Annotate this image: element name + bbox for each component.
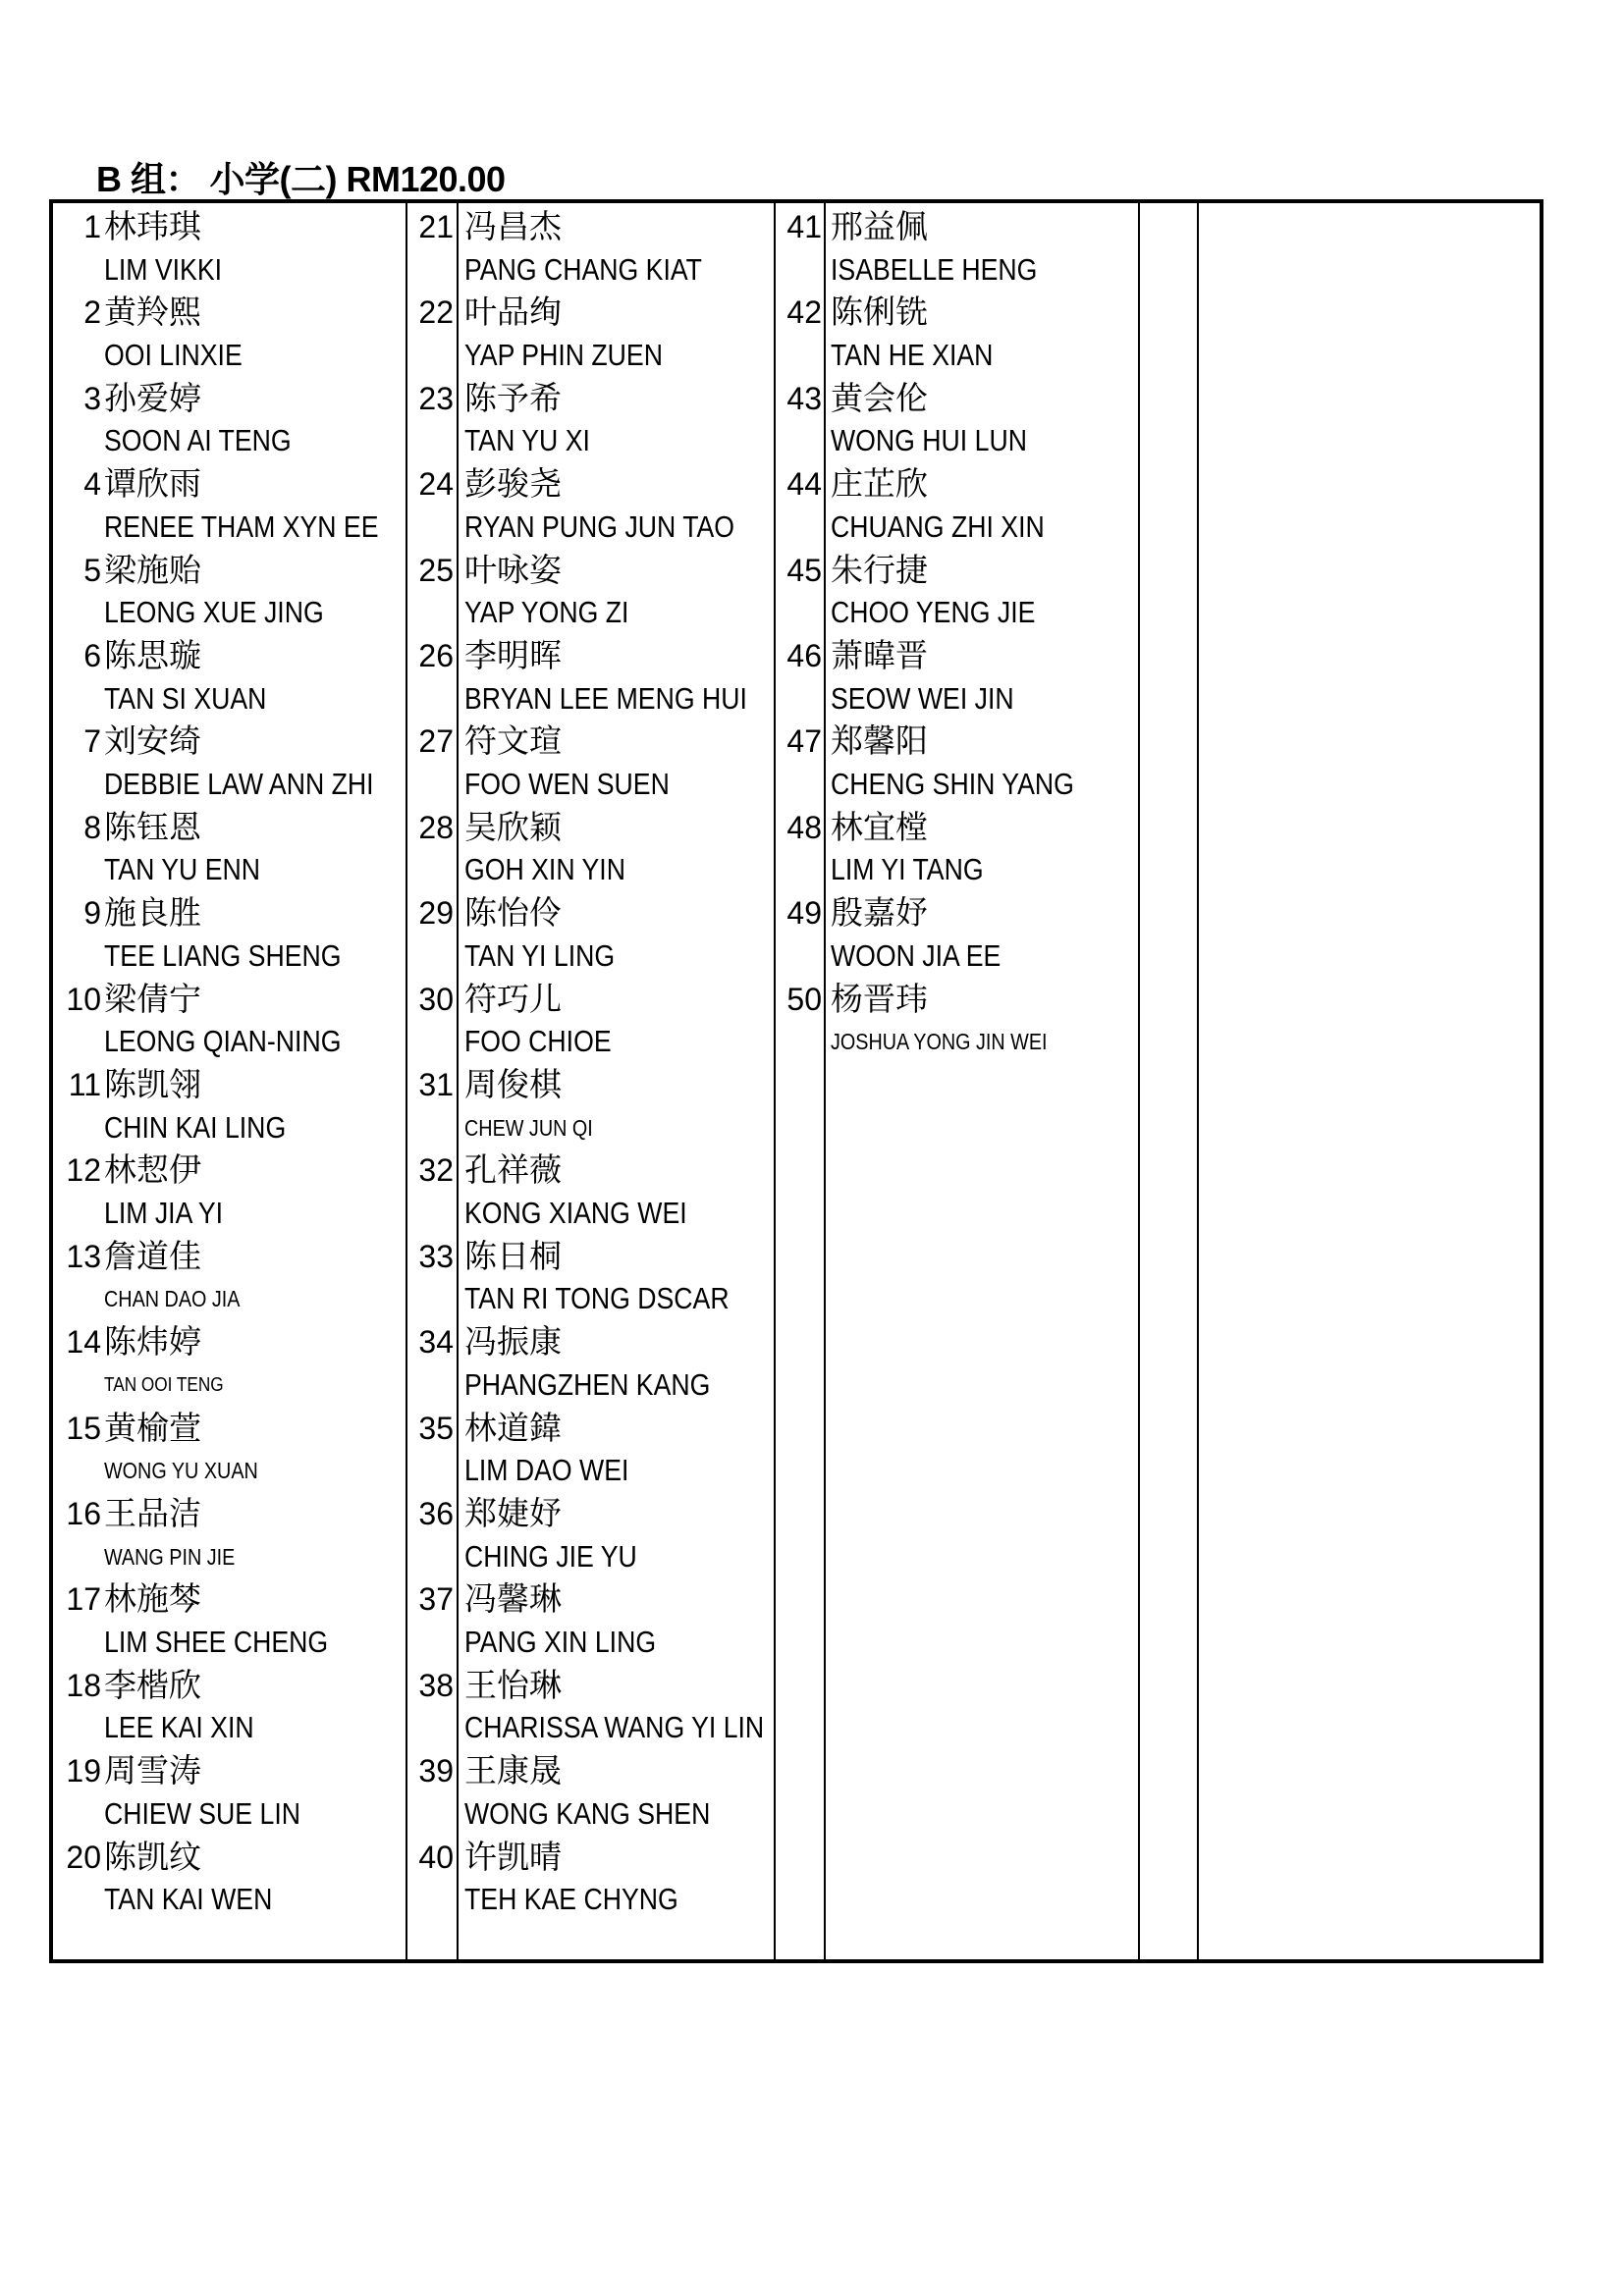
entry-number: 35 [418, 1410, 454, 1446]
entry-english-name: WOON JIA EE [831, 937, 1001, 973]
entry-number: 21 [418, 209, 454, 244]
entry-number: 49 [786, 895, 822, 932]
entry-english-name: CHOO YENG JIE [831, 595, 1036, 630]
column-divider [457, 203, 459, 1959]
entry-english-name: SOON AI TENG [104, 423, 292, 458]
entry-chinese-name: 陈俐铣 [831, 293, 928, 332]
entry-english-name: PANG XIN LING [464, 1624, 657, 1659]
entry-english-name: TAN SI XUAN [104, 680, 267, 716]
entry-chinese-name: 詹道佳 [104, 1236, 201, 1275]
column-divider [824, 203, 826, 1959]
entry-english-name: TAN YU XI [464, 423, 590, 458]
entry-english-name: PANG CHANG KIAT [464, 251, 702, 287]
entry-english-name: FOO CHIOE [464, 1024, 612, 1059]
entry-chinese-name: 许凯晴 [464, 1837, 562, 1876]
entry-chinese-name: 林施棽 [104, 1579, 201, 1619]
entry-number: 6 [83, 638, 101, 673]
entry-english-name: TAN YI LING [464, 937, 616, 973]
entry-number: 43 [786, 380, 822, 416]
entry-chinese-name: 殷嘉妤 [831, 893, 928, 933]
column-divider [1138, 203, 1140, 1959]
entry-chinese-name: 林道鍏 [464, 1408, 562, 1447]
entry-english-name: LIM VIKKI [104, 251, 223, 287]
entry-number: 8 [83, 809, 101, 845]
entry-chinese-name: 梁倩宁 [104, 979, 201, 1018]
entry-number: 11 [68, 1067, 101, 1102]
entry-number: 26 [418, 638, 454, 673]
entry-number: 29 [418, 895, 454, 932]
entry-chinese-name: 黄会伦 [831, 378, 928, 417]
entry-chinese-name: 周雪涛 [104, 1751, 201, 1790]
entry-number: 39 [418, 1753, 454, 1789]
entry-number: 30 [418, 981, 454, 1017]
entry-number: 41 [786, 209, 822, 244]
entry-number: 40 [418, 1839, 454, 1875]
entry-chinese-name: 郑馨阳 [831, 721, 928, 761]
entry-english-name: CHARISSA WANG YI LIN [464, 1710, 765, 1745]
entry-chinese-name: 朱行捷 [831, 550, 928, 589]
entry-chinese-name: 庄芷欣 [831, 464, 928, 504]
entry-english-name: OOI LINXIE [104, 337, 243, 372]
entry-number: 10 [66, 981, 101, 1017]
entry-chinese-name: 陈凯纹 [104, 1837, 201, 1876]
entry-english-name: CHIN KAI LING [104, 1109, 287, 1145]
entry-chinese-name: 陈怡伶 [464, 893, 562, 933]
entry-english-name: GOH XIN YIN [464, 852, 625, 887]
entry-english-name: TAN HE XIAN [831, 337, 994, 372]
entry-english-name: RENEE THAM XYN EE [104, 508, 379, 544]
entry-chinese-name: 王怡琳 [464, 1665, 562, 1704]
entry-number: 28 [418, 809, 454, 845]
entry-number: 42 [786, 294, 822, 331]
entry-chinese-name: 王品洁 [104, 1494, 201, 1532]
entry-number: 5 [83, 552, 101, 588]
entry-chinese-name: 黄榆萱 [104, 1408, 201, 1447]
page-title: B 组： 小学(二) RM120.00 [96, 159, 506, 199]
entry-chinese-name: 陈思璇 [104, 636, 201, 674]
entry-english-name: YAP YONG ZI [464, 595, 629, 630]
entry-chinese-name: 谭欣雨 [104, 464, 201, 504]
entry-english-name: KONG XIANG WEI [464, 1195, 687, 1230]
entry-chinese-name: 彭骏尧 [464, 464, 562, 504]
entry-chinese-name: 刘安绮 [104, 721, 201, 761]
entry-chinese-name: 陈日桐 [464, 1236, 562, 1275]
entry-number: 24 [418, 466, 454, 503]
entry-number: 17 [66, 1581, 101, 1618]
entry-number: 32 [418, 1152, 454, 1189]
entry-number: 36 [418, 1496, 454, 1531]
entry-number: 47 [786, 723, 822, 760]
entry-chinese-name: 孔祥薇 [464, 1150, 562, 1190]
entry-english-name: CHAN DAO JIA [104, 1286, 241, 1312]
entry-chinese-name: 杨晋玮 [831, 979, 928, 1018]
entry-english-name: FOO WEN SUEN [464, 766, 670, 801]
entry-chinese-name: 陈予希 [464, 378, 562, 417]
entry-number: 2 [83, 294, 101, 331]
entry-chinese-name: 符文瑄 [464, 721, 562, 761]
entry-number: 18 [66, 1667, 101, 1703]
entry-chinese-name: 李明晖 [464, 636, 562, 674]
entry-number: 44 [786, 466, 822, 503]
entry-number: 20 [66, 1839, 101, 1875]
entry-english-name: JOSHUA YONG JIN WEI [831, 1029, 1048, 1055]
entry-english-name: CHUANG ZHI XIN [831, 508, 1045, 544]
entry-chinese-name: 符巧儿 [464, 979, 562, 1018]
entry-english-name: TAN KAI WEN [104, 1882, 273, 1917]
entry-chinese-name: 邢益佩 [831, 207, 928, 245]
entry-number: 1 [83, 209, 101, 244]
entry-english-name: ISABELLE HENG [831, 251, 1038, 287]
entry-chinese-name: 林玮琪 [104, 207, 201, 245]
entry-english-name: CHING JIE YU [464, 1538, 637, 1574]
entry-chinese-name: 冯馨琳 [464, 1579, 562, 1619]
entry-english-name: CHIEW SUE LIN [104, 1795, 300, 1831]
entry-english-name: LEONG XUE JING [104, 595, 324, 630]
entry-number: 4 [83, 466, 101, 503]
entry-english-name: LEONG QIAN-NING [104, 1024, 342, 1059]
entry-number: 38 [418, 1667, 454, 1703]
entry-number: 9 [83, 895, 101, 932]
entry-english-name: LIM JIA YI [104, 1195, 224, 1230]
entry-number: 16 [66, 1496, 101, 1531]
entry-english-name: WANG PIN JIE [104, 1543, 236, 1570]
entry-english-name: TAN YU ENN [104, 852, 261, 887]
entry-english-name: LIM DAO WEI [464, 1453, 629, 1488]
entry-chinese-name: 李楷欣 [104, 1665, 201, 1704]
entry-chinese-name: 叶品绚 [464, 293, 562, 332]
entry-chinese-name: 冯振康 [464, 1322, 562, 1362]
entry-english-name: CHENG SHIN YANG [831, 766, 1074, 801]
entry-chinese-name: 黄羚熙 [104, 293, 201, 332]
entry-number: 37 [418, 1581, 454, 1618]
column-divider [1197, 203, 1199, 1959]
entry-chinese-name: 吴欣颖 [464, 807, 562, 846]
entry-chinese-name: 叶咏姿 [464, 550, 562, 589]
entry-number: 15 [66, 1410, 101, 1446]
entry-english-name: WONG HUI LUN [831, 423, 1027, 458]
entry-chinese-name: 周俊棋 [464, 1065, 562, 1103]
entry-english-name: YAP PHIN ZUEN [464, 337, 663, 372]
entry-number: 34 [418, 1324, 454, 1361]
entry-english-name: TAN OOI TENG [104, 1373, 224, 1396]
entry-english-name: WONG KANG SHEN [464, 1795, 711, 1831]
entry-number: 19 [66, 1753, 101, 1789]
entry-number: 12 [66, 1152, 101, 1189]
entry-number: 48 [786, 809, 822, 845]
entry-chinese-name: 施良胜 [104, 893, 201, 933]
entry-english-name: DEBBIE LAW ANN ZHI [104, 766, 374, 801]
entry-chinese-name: 梁施贻 [104, 550, 201, 589]
entry-chinese-name: 林恝伊 [104, 1150, 201, 1190]
entry-number: 50 [786, 981, 822, 1017]
entry-english-name: PHANGZHEN KANG [464, 1366, 711, 1402]
entry-english-name: RYAN PUNG JUN TAO [464, 508, 735, 544]
entry-number: 22 [418, 294, 454, 331]
entry-number: 14 [66, 1324, 101, 1361]
entry-english-name: TEE LIANG SHENG [104, 937, 342, 973]
entry-number: 31 [418, 1067, 454, 1102]
entry-english-name: TAN RI TONG DSCAR [464, 1281, 730, 1316]
entry-chinese-name: 孙爱婷 [104, 378, 201, 417]
entry-english-name: TEH KAE CHYNG [464, 1882, 678, 1917]
entry-chinese-name: 陈炜婷 [104, 1322, 201, 1362]
entry-number: 33 [418, 1238, 454, 1274]
entry-number: 45 [786, 552, 822, 588]
entry-english-name: BRYAN LEE MENG HUI [464, 680, 747, 716]
entry-english-name: LIM YI TANG [831, 852, 984, 887]
entry-number: 3 [83, 380, 101, 416]
entry-chinese-name: 萧暐晋 [831, 636, 928, 674]
entry-number: 13 [66, 1238, 101, 1274]
entry-chinese-name: 冯昌杰 [464, 207, 562, 245]
entry-chinese-name: 王康晟 [464, 1751, 562, 1790]
entry-english-name: SEOW WEI JIN [831, 680, 1014, 716]
entry-number: 23 [418, 380, 454, 416]
entry-english-name: CHEW JUN QI [464, 1114, 593, 1141]
entry-chinese-name: 郑婕妤 [464, 1494, 562, 1532]
entry-number: 25 [418, 552, 454, 588]
entry-english-name: LIM SHEE CHENG [104, 1624, 329, 1659]
entry-chinese-name: 林宜樘 [831, 807, 928, 846]
entry-english-name: WONG YU XUAN [104, 1458, 258, 1484]
entry-chinese-name: 陈钰恩 [104, 807, 201, 846]
entry-number: 27 [418, 723, 454, 760]
name-list-table [49, 199, 1543, 1963]
entry-number: 46 [786, 638, 822, 673]
entry-english-name: LEE KAI XIN [104, 1710, 254, 1745]
entry-number: 7 [83, 723, 101, 760]
entry-chinese-name: 陈凯翎 [104, 1065, 201, 1103]
